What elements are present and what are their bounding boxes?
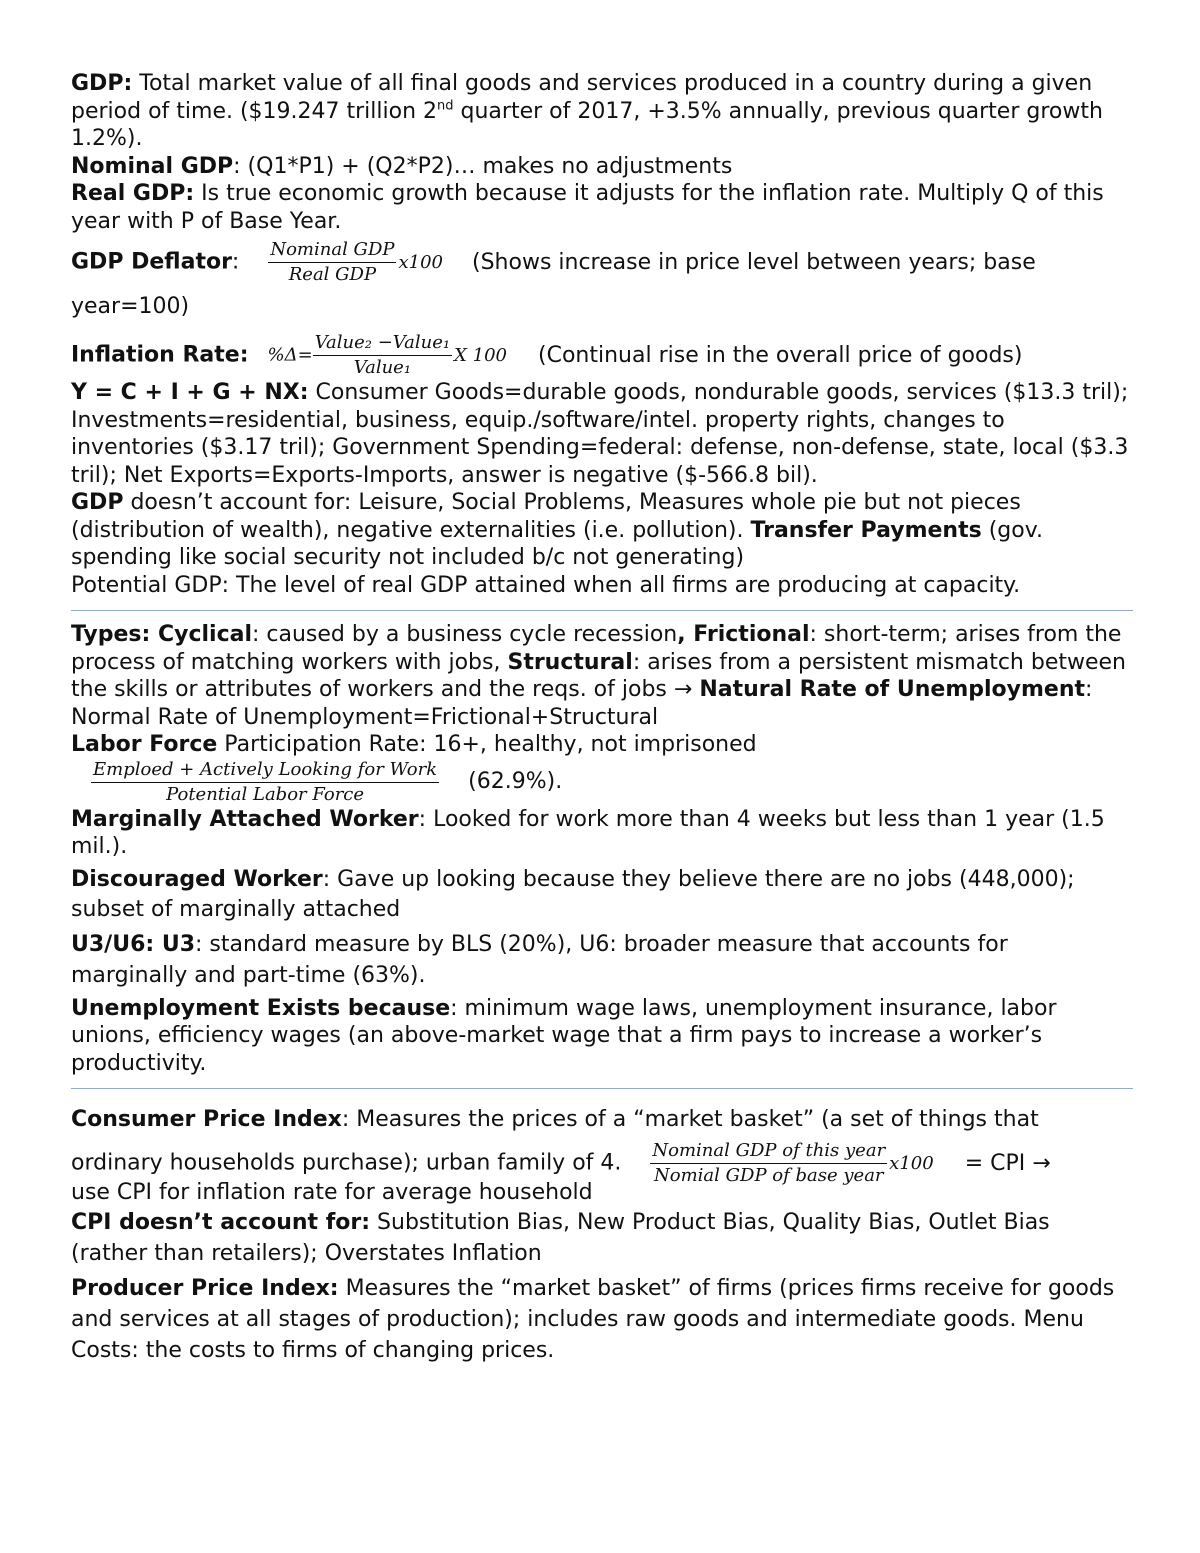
nominal-gdp-definition: Nominal GDP: (Q1*P1) + (Q2*P2)… makes no adjustments (71, 153, 733, 179)
potential-gdp: Potential GDP: The level of real GDP attained when all firms are producing at capacity. (71, 572, 1021, 598)
u3-u6: U3/U6: U3: standard measure by BLS (20%), U6: broader measure that accounts for marginally and part-time (63%). (71, 931, 1008, 988)
unemployment-exists: Unemployment Exists because: minimum wage laws, unemployment insurance, labor unions, efficiency wages (an above-market wage that a firm pays to increase a worker’s productivity. (71, 995, 1057, 1076)
cpi-limitations: CPI doesn’t account for: Substitution Bias, New Product Bias, Quality Bias, Outlet Bias (rather than retailers); Overstates Inflation (71, 1209, 1050, 1266)
gdp-deflator-formula: $\frac{\text{Nominal GDP}}{\text{Real GDP}}$ x100 (270, 239, 443, 285)
transfer-payments-term: Transfer Payments (750, 517, 982, 543)
gdp-deflator-definition: GDP Deflator: $\frac{\text{Nominal GDP}}{\text{Real GDP}}$ x100 (Shows increase in price level between years; base year=100) (71, 239, 1036, 319)
ppi-term: Producer Price Index: (71, 1275, 339, 1301)
gdp-limitations: GDP doesn’t account for: Leisure, Social Problems, Measures whole pie but not pieces (distribution of wealth), negative externalities (i.e. pollution). Transfer Payments (gov. spending like social security not included b/c not generating) (71, 490, 1044, 570)
marginally-attached-worker: Marginally Attached Worker: Looked for work more than 4 weeks but less than 1 year (1.5 mil.). (71, 806, 1105, 859)
u3-u6-term: U3/U6: U3 (71, 931, 196, 957)
producer-price-index: Producer Price Index: Measures the “market basket” of firms (prices firms receive for goods and services at all stages of production); includes raw goods and intermediate goods. Menu Costs: the costs to firms of changing prices. (71, 1275, 1115, 1363)
unemployment-types: Types: Cyclical: caused by a business cycle recession, Frictional: short-term; arises from the process of matching workers with jobs, Structural: arises from a persistent mismatch between the skills or attributes of workers and the reqs. of jobs → Natural Rate of Unemployment: Normal Rate of Unemployment=Frictional+Structural (71, 622, 1126, 730)
labor-force-term: Labor Force (71, 732, 218, 757)
types-term: Types: Cyclical (71, 622, 252, 647)
discouraged-worker: Discouraged Worker: Gave up looking because they believe there are no jobs (448,000); subset of marginally attached (71, 866, 1075, 922)
gdp-limitations-term: GDP (71, 490, 124, 515)
unemployment-exists-term: Unemployment Exists because (71, 995, 451, 1021)
real-gdp-definition: Real GDP: Is true economic growth because it adjusts for the inflation rate. Multiply Q of this year with P of Base Year. (71, 181, 1104, 234)
cpi-formula: $\frac{\text{Nominal GDP of this year}}{\text{Nomial GDP of base year}}$ x100 (652, 1140, 934, 1186)
inflation-formula: %Δ= $\frac{\text{Value₂ −Value₁}}{\text{Value₁}}$ X 100 (267, 332, 508, 378)
gdp-term: GDP: (71, 71, 133, 96)
cpi-term: Consumer Price Index (71, 1107, 342, 1132)
labor-force-formula-row: $\frac{\text{Emploed + Actively Looking for Work}}{\text{Potential Labor Force}}$ (62.9%). (93, 758, 563, 805)
gdp-deflator-term: GDP Deflator (71, 249, 232, 275)
labor-force-formula: $\frac{\text{Emploed + Actively Looking for Work}}{\text{Potential Labor Force}}$ (93, 758, 438, 805)
nominal-gdp-term: Nominal GDP (71, 153, 234, 179)
consumer-price-index: Consumer Price Index: Measures the prices of a “market basket” (a set of things that ordinary households purchase); urban family of 4. $\frac{\text{Nominal GDP of this year}}{\text{Nomial GDP of base year}}$ x100 = CPI → (71, 1107, 1051, 1186)
inflation-rate-term: Inflation Rate: (71, 342, 249, 368)
document-page (71, 70, 1131, 1366)
discouraged-worker-term: Discouraged Worker (71, 866, 323, 892)
ycig-definition: Y = C + I + G + NX: Consumer Goods=durable goods, nondurable goods, services ($13.3 tril); Investments=residential, business, equip./software/intel. property rights, changes to inventories ($3.17 tril); Government Spending=federal: defense, non-defense, state, local ($3.3 tril); Net Exports=Exports-Imports, answer is negative ($-566.8 bil). (71, 380, 1129, 488)
ycig-term: Y = C + I + G + NX: (71, 380, 309, 405)
cpi-limitations-term: CPI doesn’t account for: (71, 1209, 371, 1235)
cpi-usage: use CPI for inflation rate for average household (71, 1180, 593, 1205)
inflation-rate-definition: Inflation Rate: %Δ= $\frac{\text{Value₂ −Value₁}}{\text{Value₁}}$ X 100 (Continual rise in the overall price of goods) (71, 332, 1023, 378)
section-divider (71, 610, 1133, 611)
gdp-definition: GDP: Total market value of all final goods and services produced in a country during a given period of time. ($19.247 trillion 2nd quarter of 2017, +3.5% annually, previous quarter growth 1.2%). (71, 71, 1103, 151)
real-gdp-term: Real GDP: (71, 181, 195, 206)
marginally-attached-term: Marginally Attached Worker (71, 806, 419, 832)
section-divider (71, 1088, 1133, 1089)
labor-force-participation: Labor Force Participation Rate: 16+, healthy, not imprisoned (71, 732, 757, 757)
natural-rate-term: Natural Rate of Unemployment (699, 677, 1086, 702)
